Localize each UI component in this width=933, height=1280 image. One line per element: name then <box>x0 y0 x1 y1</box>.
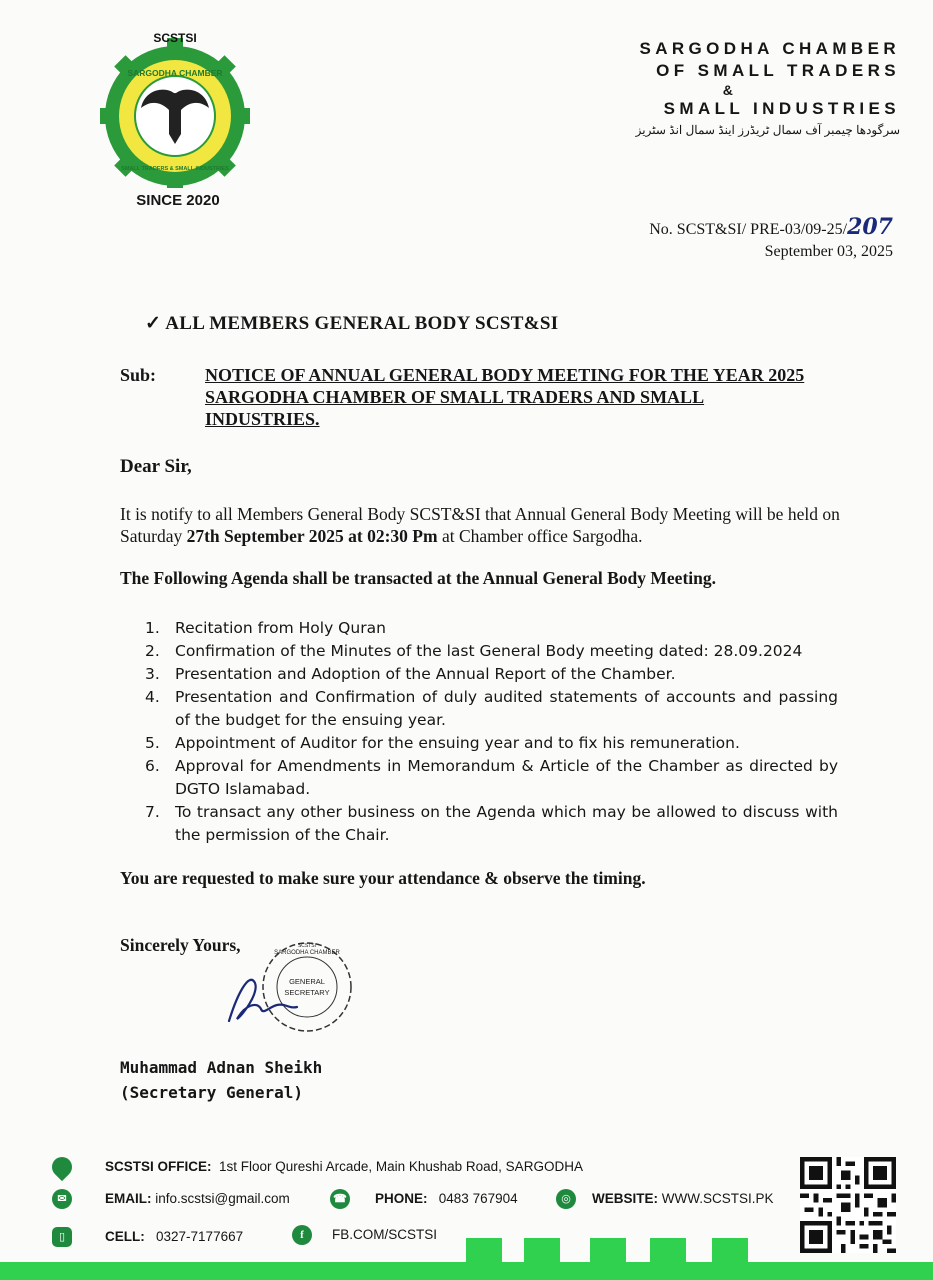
agenda-number: 2. <box>145 642 160 660</box>
handwritten-number: 207 <box>847 214 893 240</box>
agenda-number: 4. <box>145 688 160 706</box>
letterhead-line1: SARGODHA CHAMBER <box>639 39 900 58</box>
body-text-start: It is notify to all Members General Body SCST&SI that Annual General Body Meeting will be held on Saturday <box>120 504 840 546</box>
letterhead-name <box>636 38 900 140</box>
agenda-text: Approval for Amendments in Memorandum & Article of the Chamber as directed by DGTO Islamabad. <box>175 757 838 798</box>
agenda-text: Appointment of Auditor for the ensuing year and to fix his remuneration. <box>175 734 740 752</box>
agenda-item <box>145 617 838 640</box>
email-value: info.scstsi@gmail.com <box>155 1191 290 1206</box>
website-info <box>592 1191 774 1206</box>
closing: Sincerely Yours, <box>120 935 241 955</box>
cell-label: CELL: <box>105 1229 145 1244</box>
globe-icon: ◎ <box>556 1189 576 1209</box>
letter-date: September 03, 2025 <box>764 243 893 260</box>
agenda-item <box>145 755 838 801</box>
facebook-value: FB.COM/SCSTSI <box>332 1227 438 1242</box>
agenda-item <box>145 801 838 847</box>
subject-label: Sub: <box>120 365 157 385</box>
qr-code <box>800 1157 896 1253</box>
footer-green-strip <box>0 1262 933 1280</box>
cell-value: 0327-7177667 <box>156 1229 244 1244</box>
agenda-text: Recitation from Holy Quran <box>175 619 386 637</box>
signatory-block <box>120 1055 322 1105</box>
office-address <box>105 1159 583 1174</box>
agenda-number: 7. <box>145 803 160 821</box>
letterhead-line2: OF SMALL TRADERS <box>656 61 900 80</box>
agenda-item <box>145 686 838 732</box>
stamp-ring-text: SARGODHA CHAMBER <box>274 950 340 956</box>
footer-tab <box>712 1238 748 1262</box>
mobile-phone-icon: ▯ <box>52 1227 72 1247</box>
phone-value: 0483 767904 <box>438 1191 518 1206</box>
letterhead-line3: SMALL INDUSTRIES <box>663 99 900 118</box>
footer-tab <box>524 1238 560 1262</box>
location-pin-icon <box>48 1153 76 1181</box>
cell-info <box>105 1229 243 1244</box>
agenda-number: 5. <box>145 734 160 752</box>
attendance-request: You are requested to make sure your attendance & observe the timing. <box>120 868 646 888</box>
signature-stamp <box>215 935 365 1035</box>
reference-number: No. SCST&SI/ PRE-03/09-25/ <box>649 221 848 238</box>
phone-label: PHONE: <box>375 1191 428 1206</box>
logo-ring-text: SARGODHA CHAMBER <box>127 68 223 78</box>
agenda-number: 1. <box>145 619 160 637</box>
letterhead-ampersand: & <box>722 82 733 98</box>
stamp-top-text: SCSTSI <box>297 943 317 949</box>
body-paragraph <box>120 503 840 547</box>
footer-tab <box>590 1238 626 1262</box>
footer-tab <box>650 1238 686 1262</box>
meeting-datetime: 27th September 2025 at 02:30 Pm <box>186 526 438 546</box>
agenda-item <box>145 663 838 686</box>
agenda-text: Presentation and Confirmation of duly audited statements of accounts and passing of the budget for the ensuing year. <box>175 688 838 729</box>
chamber-logo <box>100 28 250 188</box>
agenda-text: To transact any other business on the Agenda which may be allowed to discuss with the permission of the Chair. <box>175 803 838 844</box>
phone-info <box>375 1191 518 1206</box>
website-value: WWW.SCSTSI.PK <box>661 1191 774 1206</box>
logo-lower-text: SMALL TRADERS & SMALL INDUSTRIES <box>121 166 229 172</box>
website-label: WEBSITE: <box>592 1191 658 1206</box>
greeting: Dear Sir, <box>120 456 192 477</box>
facebook-icon: f <box>292 1225 312 1245</box>
letterhead-urdu: سرگودھا چیمبر آف سمال ٹریڈرز اینڈ سمال انڈ سٹریز <box>635 123 900 137</box>
recipient-line: ✓ ALL MEMBERS GENERAL BODY SCST&SI <box>145 313 559 334</box>
stamp-line1: GENERAL <box>289 977 325 986</box>
footer-tab <box>466 1238 502 1262</box>
logo-top-text: SCSTSI <box>153 31 197 45</box>
email-info <box>105 1191 290 1206</box>
email-icon: ✉ <box>52 1189 72 1209</box>
email-label: EMAIL: <box>105 1191 152 1206</box>
stamp-line2: SECRETARY <box>284 988 330 997</box>
agenda-intro: The Following Agenda shall be transacted at the Annual General Body Meeting. <box>120 568 716 588</box>
agenda-number: 6. <box>145 757 160 775</box>
agenda-text: Presentation and Adoption of the Annual Report of the Chamber. <box>175 665 676 683</box>
office-label: SCSTSI OFFICE: <box>105 1159 212 1174</box>
office-value: 1st Floor Qureshi Arcade, Main Khushab Road, SARGODHA <box>219 1159 583 1174</box>
signatory-name: Muhammad Adnan Sheikh <box>120 1058 323 1077</box>
subject-text: NOTICE OF ANNUAL GENERAL BODY MEETING FOR THE YEAR 2025 SARGODHA CHAMBER OF SMALL TRADERS AND SMALL INDUSTRIES. <box>205 365 805 429</box>
agenda-number: 3. <box>145 665 160 683</box>
since-year: SINCE 2020 <box>136 192 220 209</box>
body-text-end: at Chamber office Sargodha. <box>437 526 643 546</box>
phone-icon: ☎ <box>330 1189 350 1209</box>
agenda-list <box>145 617 838 847</box>
agenda-item <box>145 640 838 663</box>
signatory-title: (Secretary General) <box>120 1083 304 1102</box>
agenda-text: Confirmation of the Minutes of the last General Body meeting dated: 28.09.2024 <box>175 642 803 660</box>
agenda-item <box>145 732 838 755</box>
reference-block <box>649 216 893 263</box>
